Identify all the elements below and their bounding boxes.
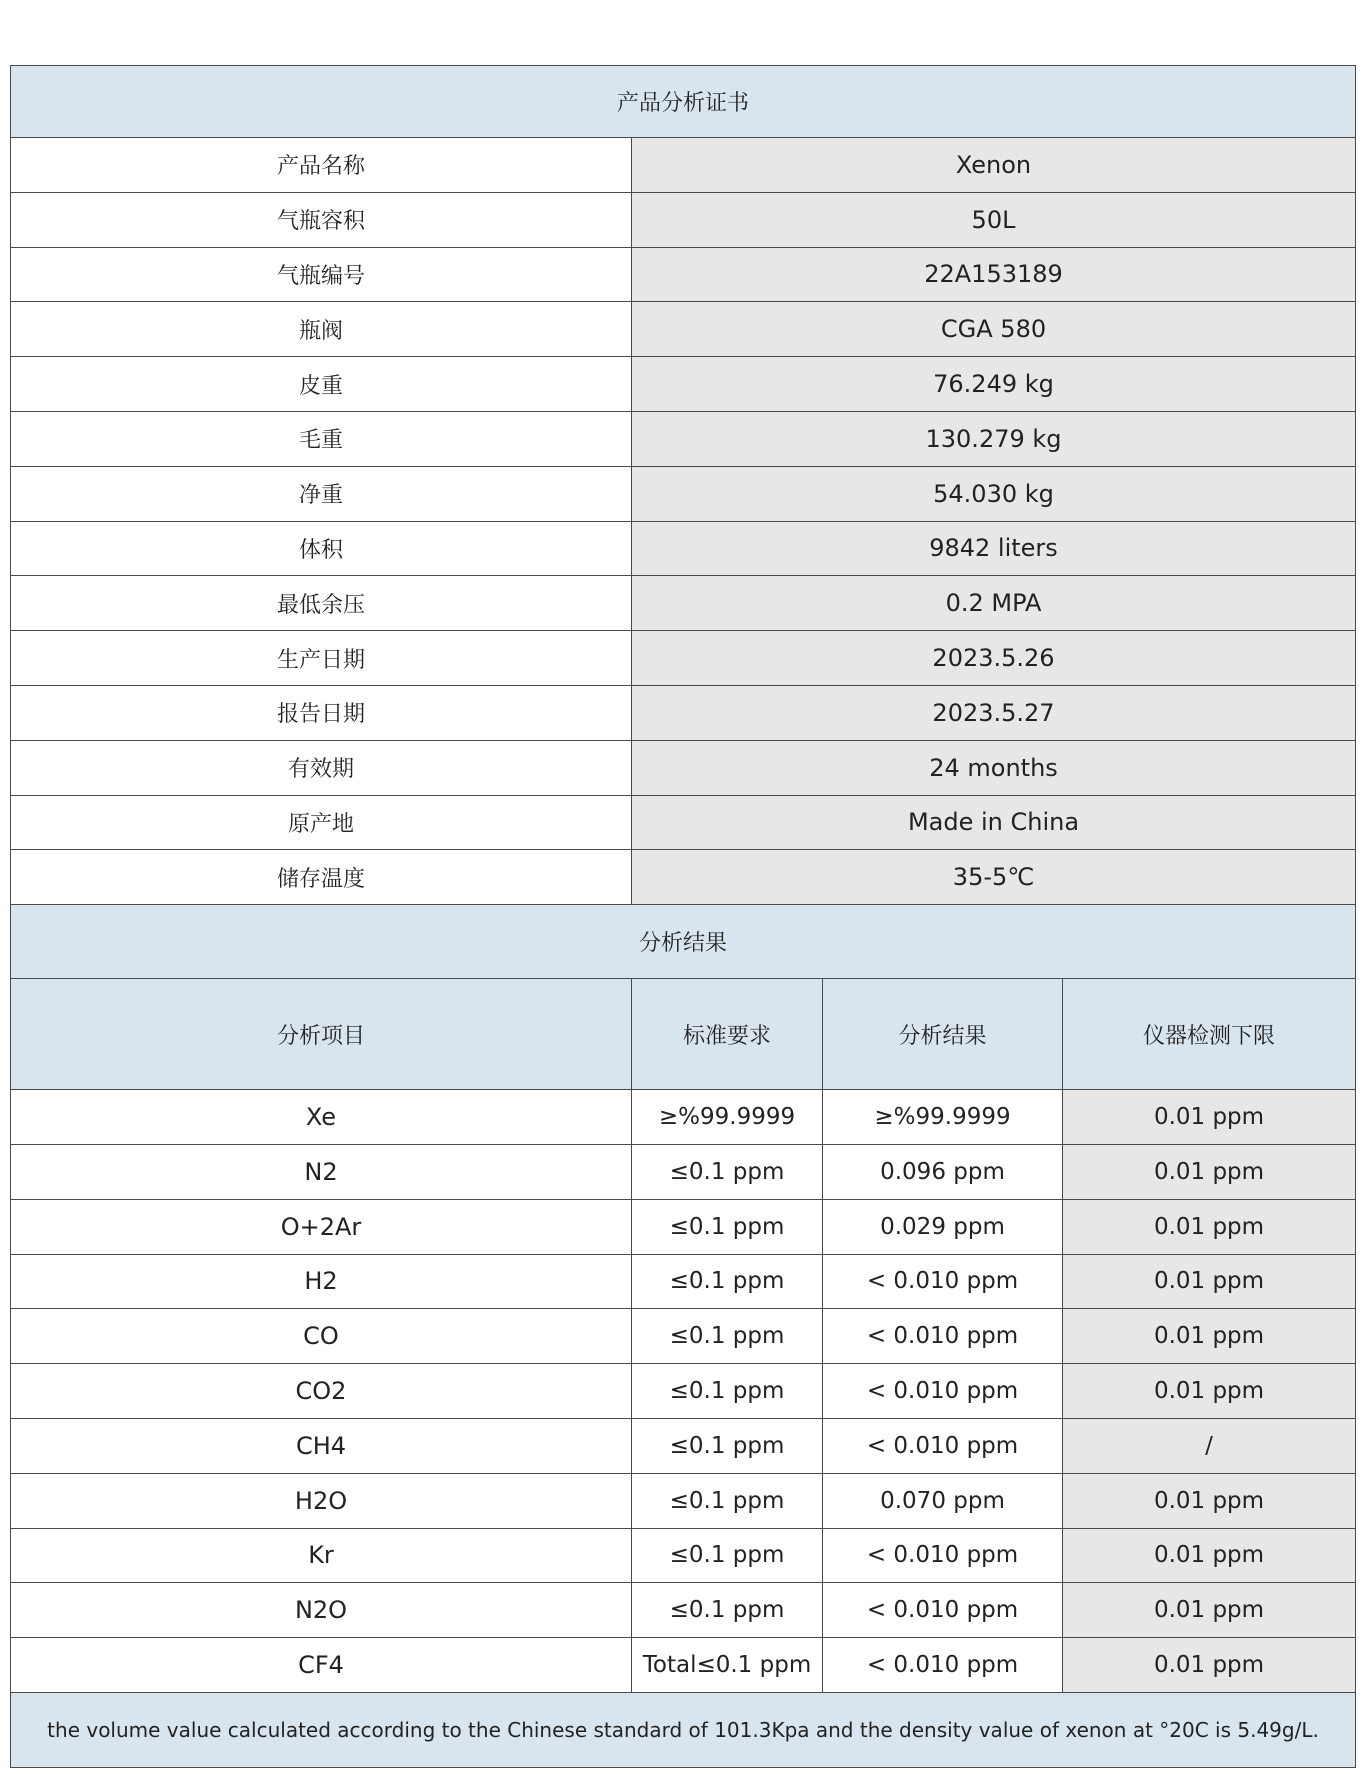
- info-label: 有效期: [11, 740, 632, 795]
- info-value: 9842 liters: [632, 521, 1356, 576]
- standard-requirement: ≤0.1 ppm: [632, 1418, 823, 1473]
- info-label: 净重: [11, 466, 632, 521]
- info-label: 报告日期: [11, 685, 632, 740]
- analysis-row: [11, 1583, 1356, 1638]
- analysis-item: N2: [11, 1144, 632, 1199]
- info-row: [11, 850, 1356, 905]
- info-value: 130.279 kg: [632, 411, 1356, 466]
- info-label: 储存温度: [11, 850, 632, 905]
- info-value: 76.249 kg: [632, 357, 1356, 412]
- info-label: 原产地: [11, 795, 632, 850]
- analysis-column-header: 仪器检测下限: [1063, 979, 1356, 1090]
- info-row: [11, 795, 1356, 850]
- info-label: 体积: [11, 521, 632, 576]
- analysis-item: Xe: [11, 1090, 632, 1145]
- analysis-row: [11, 1364, 1356, 1419]
- standard-requirement: ≤0.1 ppm: [632, 1528, 823, 1583]
- detection-limit: 0.01 ppm: [1063, 1473, 1356, 1528]
- info-value: 22A153189: [632, 247, 1356, 302]
- detection-limit: 0.01 ppm: [1063, 1583, 1356, 1638]
- detection-limit: 0.01 ppm: [1063, 1638, 1356, 1693]
- analysis-result: < 0.010 ppm: [823, 1364, 1063, 1419]
- analysis-item: O+2Ar: [11, 1199, 632, 1254]
- analysis-row: [11, 1254, 1356, 1309]
- analysis-row: [11, 1473, 1356, 1528]
- info-row: [11, 521, 1356, 576]
- analysis-result: 0.096 ppm: [823, 1144, 1063, 1199]
- info-row: [11, 411, 1356, 466]
- analysis-result: < 0.010 ppm: [823, 1638, 1063, 1693]
- analysis-item: CF4: [11, 1638, 632, 1693]
- standard-requirement: ≤0.1 ppm: [632, 1144, 823, 1199]
- standard-requirement: ≤0.1 ppm: [632, 1254, 823, 1309]
- info-value: 24 months: [632, 740, 1356, 795]
- info-value: 50L: [632, 192, 1356, 247]
- standard-requirement: ≤0.1 ppm: [632, 1583, 823, 1638]
- detection-limit: 0.01 ppm: [1063, 1309, 1356, 1364]
- info-value: 2023.5.26: [632, 631, 1356, 686]
- info-label: 瓶阀: [11, 302, 632, 357]
- analysis-result: < 0.010 ppm: [823, 1528, 1063, 1583]
- analysis-row: [11, 1418, 1356, 1473]
- analysis-row: [11, 1309, 1356, 1364]
- info-value: 35-5℃: [632, 850, 1356, 905]
- analysis-item: CO2: [11, 1364, 632, 1419]
- detection-limit: 0.01 ppm: [1063, 1144, 1356, 1199]
- info-row: [11, 138, 1356, 193]
- info-label: 气瓶编号: [11, 247, 632, 302]
- info-label: 皮重: [11, 357, 632, 412]
- standard-requirement: ≥%99.9999: [632, 1090, 823, 1145]
- certificate-title: 产品分析证书: [11, 66, 1356, 138]
- analysis-column-header: 标准要求: [632, 979, 823, 1090]
- analysis-item: H2: [11, 1254, 632, 1309]
- analysis-result: 0.070 ppm: [823, 1473, 1063, 1528]
- analysis-result: < 0.010 ppm: [823, 1418, 1063, 1473]
- analysis-item: CO: [11, 1309, 632, 1364]
- analysis-section-title: 分析结果: [11, 905, 1356, 979]
- analysis-item: Kr: [11, 1528, 632, 1583]
- info-label: 毛重: [11, 411, 632, 466]
- analysis-item: CH4: [11, 1418, 632, 1473]
- detection-limit: 0.01 ppm: [1063, 1364, 1356, 1419]
- info-label: 最低余压: [11, 576, 632, 631]
- info-row: [11, 247, 1356, 302]
- analysis-row: [11, 1199, 1356, 1254]
- info-row: [11, 357, 1356, 412]
- info-row: [11, 466, 1356, 521]
- info-value: Made in China: [632, 795, 1356, 850]
- info-label: 生产日期: [11, 631, 632, 686]
- analysis-result: ≥%99.9999: [823, 1090, 1063, 1145]
- analysis-item: N2O: [11, 1583, 632, 1638]
- standard-requirement: Total≤0.1 ppm: [632, 1638, 823, 1693]
- analysis-item: H2O: [11, 1473, 632, 1528]
- info-row: [11, 740, 1356, 795]
- analysis-column-header: 分析项目: [11, 979, 632, 1090]
- certificate-table: [10, 65, 1356, 1768]
- standard-requirement: ≤0.1 ppm: [632, 1309, 823, 1364]
- footnote: the volume value calculated according to the Chinese standard of 101.3Kpa and the density value of xenon at °20C is 5.49g/L.: [11, 1692, 1356, 1767]
- info-value: 54.030 kg: [632, 466, 1356, 521]
- info-value: CGA 580: [632, 302, 1356, 357]
- standard-requirement: ≤0.1 ppm: [632, 1473, 823, 1528]
- analysis-row: [11, 1144, 1356, 1199]
- analysis-header-row: [11, 979, 1356, 1090]
- analysis-result: 0.029 ppm: [823, 1199, 1063, 1254]
- info-label: 产品名称: [11, 138, 632, 193]
- info-row: [11, 192, 1356, 247]
- info-value: 0.2 MPA: [632, 576, 1356, 631]
- analysis-result: < 0.010 ppm: [823, 1309, 1063, 1364]
- info-row: [11, 576, 1356, 631]
- detection-limit: /: [1063, 1418, 1356, 1473]
- standard-requirement: ≤0.1 ppm: [632, 1364, 823, 1419]
- analysis-column-header: 分析结果: [823, 979, 1063, 1090]
- info-value: Xenon: [632, 138, 1356, 193]
- info-row: [11, 685, 1356, 740]
- analysis-result: < 0.010 ppm: [823, 1254, 1063, 1309]
- info-label: 气瓶容积: [11, 192, 632, 247]
- analysis-row: [11, 1090, 1356, 1145]
- detection-limit: 0.01 ppm: [1063, 1254, 1356, 1309]
- info-row: [11, 302, 1356, 357]
- info-row: [11, 631, 1356, 686]
- analysis-row: [11, 1638, 1356, 1693]
- detection-limit: 0.01 ppm: [1063, 1528, 1356, 1583]
- detection-limit: 0.01 ppm: [1063, 1199, 1356, 1254]
- detection-limit: 0.01 ppm: [1063, 1090, 1356, 1145]
- analysis-result: < 0.010 ppm: [823, 1583, 1063, 1638]
- info-value: 2023.5.27: [632, 685, 1356, 740]
- analysis-row: [11, 1528, 1356, 1583]
- standard-requirement: ≤0.1 ppm: [632, 1199, 823, 1254]
